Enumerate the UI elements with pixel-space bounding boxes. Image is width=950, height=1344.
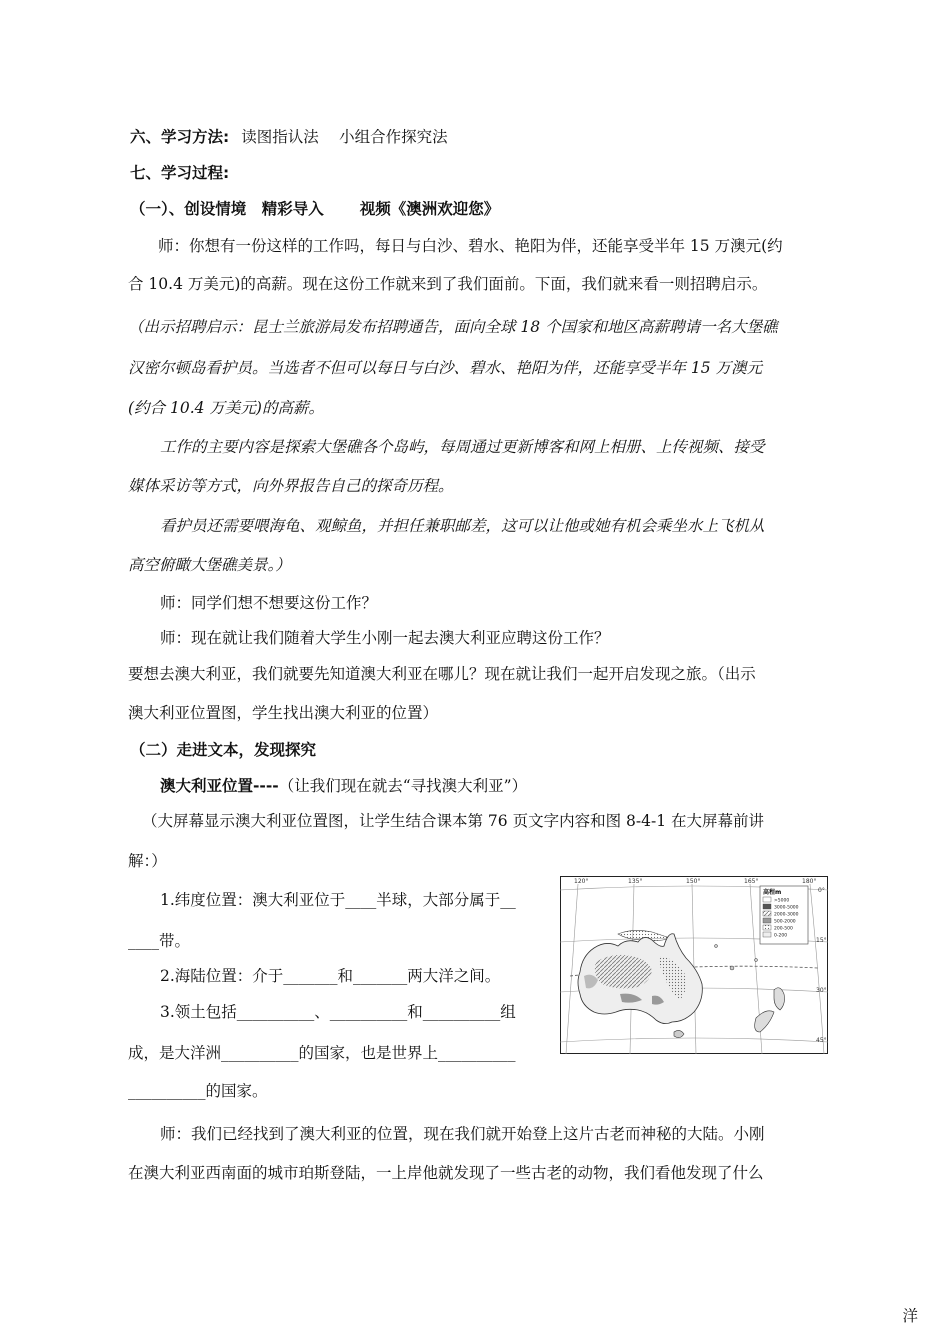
legend-item: 200-500 [774, 926, 793, 932]
question-3-line: 3.领土包括__________、__________和__________组 [160, 1003, 516, 1021]
legend-title: 高程m [763, 889, 782, 896]
section-heading-1 [130, 199, 499, 219]
paragraph-line: （大屏幕显示澳大利亚位置图，让学生结合课本第 76 页文字内容和图 8-4-1 在大屏幕前讲 [142, 812, 764, 830]
australia-location-map [560, 876, 828, 1054]
notice-line: (约合 10.4 万美元)的高薪。 [128, 399, 324, 417]
section-heading-2: （二）走进文本，发现探究 [130, 741, 317, 759]
notice-line: 汉密尔顿岛看护员。当选者不但可以每日与白沙、碧水、艳阳为伴，还能享受半年 15 万澳元 [128, 359, 763, 377]
paragraph-line: 要想去澳大利亚，我们就要先知道澳大利亚在哪儿？现在就让我们一起开启发现之旅。（出示 [128, 665, 756, 683]
notice-line: （出示招聘启示：昆士兰旅游局发布招聘通告，面向全球 18 个国家和地区高薪聘请一名大堡礁 [128, 318, 778, 336]
paragraph-line: 师：我们已经找到了澳大利亚的位置，现在我们就开始登上这片古老而神秘的大陆。小刚 [160, 1125, 765, 1143]
notice-line: 高空俯瞰大堡礁美景。） [128, 556, 291, 574]
lon-label: 150° [686, 878, 701, 885]
learning-methods: 读图指认法 小组合作探究法 [241, 128, 448, 146]
island-dot [715, 945, 718, 948]
question-1-line: ____带。 [128, 932, 191, 950]
lat-label: 30° [816, 987, 827, 994]
paragraph-line: 合 10.4 万美元)的高薪。现在这份工作就来到了我们面前。下面，我们就来看一则招聘启示。 [128, 275, 768, 293]
island-dot [730, 966, 734, 970]
lat-label: 0° [818, 887, 825, 894]
legend-item: 2000-3000 [774, 912, 799, 918]
heading-label: 六、学习方法: [130, 128, 230, 146]
legend-item: 3000-5000 [774, 905, 799, 911]
video-title: 视频《澳洲欢迎您》 [359, 200, 500, 218]
lat-label: 15° [816, 937, 827, 944]
map-legend [760, 886, 808, 944]
lon-label: 120° [574, 878, 589, 885]
location-note: （让我们现在就去“寻找澳大利亚”） [278, 777, 528, 795]
question-3-line: 成，是大洋洲__________的国家，也是世界上__________ [128, 1044, 516, 1062]
paragraph-line: 在澳大利亚西南面的城市珀斯登陆，一上岸他就发现了一些古老的动物，我们看他发现了什么 [128, 1164, 764, 1182]
heading-learning-methods [130, 127, 448, 147]
location-heading [160, 776, 527, 796]
island-dot [755, 959, 758, 962]
question-1-line: 1.纬度位置：澳大利亚位于____半球，大部分属于__ [160, 891, 516, 909]
notice-line: 媒体采访等方式，向外界报告自己的探奇历程。 [128, 477, 454, 495]
lat-label: 45° [816, 1037, 827, 1044]
question-3-line: __________的国家。 [128, 1082, 268, 1100]
notice-line: 工作的主要内容是探索大堡礁各个岛屿，每周通过更新博客和网上相册、上传视频、接受 [160, 438, 765, 456]
legend-item: 0-200 [774, 933, 788, 939]
lon-label: 165° [744, 878, 759, 885]
heading-learning-process: 七、学习过程: [130, 164, 230, 182]
paragraph-line: 师：现在就让我们随着大学生小刚一起去澳大利亚应聘这份工作？ [160, 629, 610, 647]
paragraph-line: 师：同学们想不想要这份工作？ [160, 594, 378, 612]
paragraph-line: 澳大利亚位置图，学生找出澳大利亚的位置） [128, 704, 439, 722]
section-title: （一）、创设情境 精彩导入 [130, 200, 324, 218]
paragraph-line: 师：你想有一份这样的工作吗，每日与白沙、碧水、艳阳为伴，还能享受半年 15 万澳元(约 [158, 237, 783, 255]
paragraph-line: 解：） [128, 852, 167, 870]
legend-item: >5000 [774, 898, 790, 904]
legend-item: 500-2000 [774, 919, 796, 925]
lon-label: 180° [802, 878, 817, 885]
lon-label: 135° [628, 878, 643, 885]
question-2: 2.海陆位置：介于_______和_______两大洋之间。 [160, 967, 501, 985]
notice-line: 看护员还需要喂海龟、观鲸鱼，并担任兼职邮差，这可以让他或她有机会乘坐水上飞机从 [160, 517, 765, 535]
corner-character: 洋 [902, 1307, 918, 1325]
location-title: 澳大利亚位置---- [160, 777, 279, 795]
